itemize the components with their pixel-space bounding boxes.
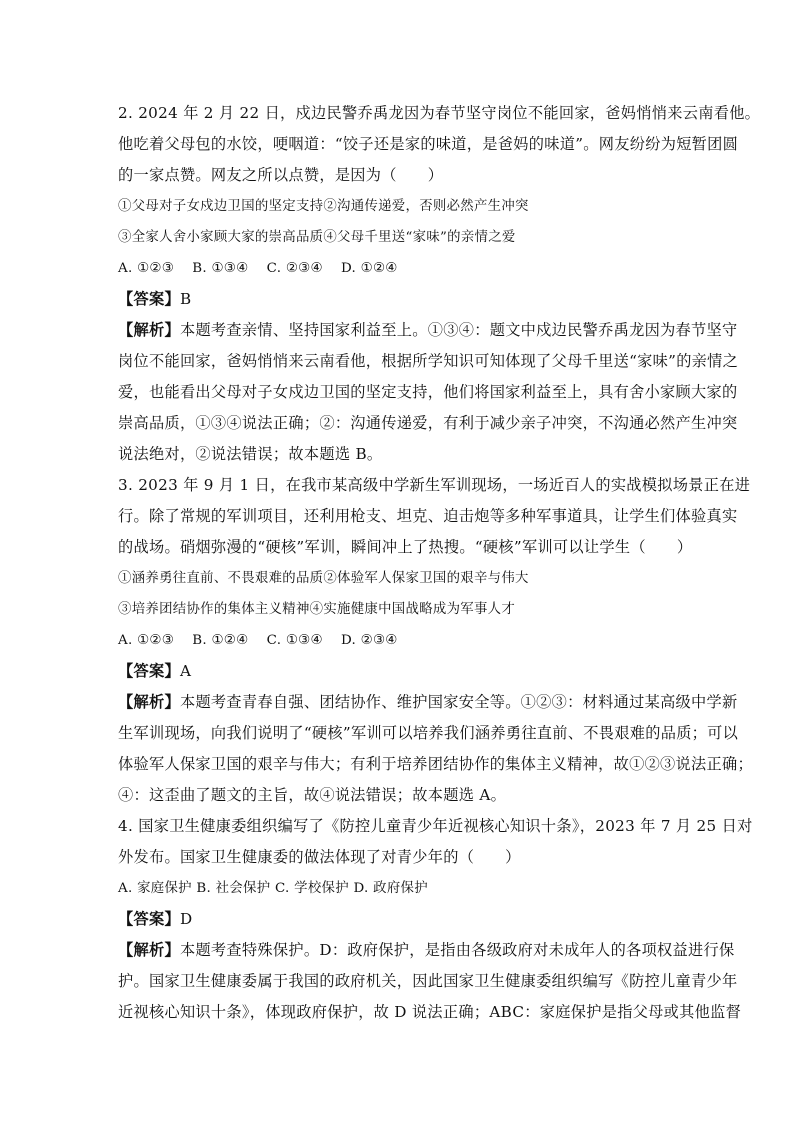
answer-line <box>118 904 688 935</box>
question-4 <box>118 811 753 1028</box>
question-stem-line: 行。除了常规的军训项目，还利用枪支、坦克、迫击炮等多种军事道具，让学生们体验真实 <box>118 507 738 525</box>
analysis-text: 说法绝对，②说法错误；故本题选 B。 <box>118 445 383 463</box>
answer-label: 【答案】 <box>118 290 180 308</box>
analysis-line <box>118 687 738 718</box>
question-stem-line: 的一家点赞。网友之所以点赞，是因为（ ） <box>118 166 444 184</box>
question-2 <box>118 98 761 470</box>
analysis-text: 近视核心知识十条》，体现政府保护，故 D 说法正确；ABC：家庭保护是指父母或其他监督 <box>118 1003 742 1021</box>
question-stem-line: 外发布。国家卫生健康委的做法体现了对青少年的（ ） <box>118 848 521 866</box>
analysis-text: 岗位不能回家，爸妈悄悄来云南看他，根据所学知识可知体现了父母千里送“家味”的亲情之 <box>118 352 739 370</box>
question-stem-line: 4. 国家卫生健康委组织编写了《防控儿童青少年近视核心知识十条》，2023 年 7 月 25 日对 <box>118 817 753 835</box>
question-stem-line: 3. 2023 年 9 月 1 日，在我市某高级中学新生军训现场，一场近百人的实战模拟场景正在进 <box>118 476 751 494</box>
option-statement: ①父母对子女戍边卫国的坚定支持②沟通传递爱，否则必然产生冲突 <box>118 199 529 214</box>
answer-line <box>118 656 688 687</box>
analysis-text: 护。国家卫生健康委属于我国的政府机关，因此国家卫生健康委组织编写《防控儿童青少年 <box>118 972 738 990</box>
answer-line <box>118 284 688 315</box>
option-statement: ①涵养勇往直前、不畏艰难的品质②体验军人保家卫国的艰辛与伟大 <box>118 571 529 586</box>
answer-label: 【答案】 <box>118 910 180 928</box>
answer-choices: A. ①②③ B. ①②④ C. ①③④ D. ②③④ <box>118 633 398 648</box>
answer-label: 【答案】 <box>118 662 180 680</box>
analysis-text: 体验军人保家卫国的艰辛与伟大；有利于培养团结协作的集体主义精神，故①②③说法正确； <box>118 755 753 773</box>
answer-value: D <box>179 910 193 928</box>
answer-choices: A. 家庭保护 B. 社会保护 C. 学校保护 D. 政府保护 <box>118 881 428 896</box>
question-stem-line: 他吃着父母包的水饺，哽咽道：“饺子还是家的味道，是爸妈的味道”。网友纷纷为短暂团圆 <box>118 135 739 153</box>
analysis-label: 【解析】 <box>118 941 180 959</box>
analysis-text: 生军训现场，向我们说明了“硬核”军训可以培养我们涵养勇往直前、不畏艰难的品质；可以 <box>118 724 739 742</box>
analysis-label: 【解析】 <box>118 693 180 711</box>
analysis-text: 本题考查亲情、坚持国家利益至上。①③④：题文中戍边民警乔禹龙因为春节坚守 <box>179 321 738 339</box>
analysis-text: ④：这歪曲了题文的主旨，故④说法错误；故本题选 A。 <box>118 786 507 804</box>
analysis-text: 本题考查青春自强、团结协作、维护国家安全等。①②③：材料通过某高级中学新 <box>179 693 738 711</box>
answer-value: A <box>179 662 192 680</box>
option-statement: ③培养团结协作的集体主义精神④实施健康中国战略成为军事人才 <box>118 602 516 617</box>
analysis-text: 爱，也能看出父母对子女戍边卫国的坚定支持，他们将国家利益至上，具有舍小家顾大家的 <box>118 383 738 401</box>
analysis-text: 本题考查特殊保护。D：政府保护，是指由各级政府对未成年人的各项权益进行保 <box>179 941 735 959</box>
document-page <box>118 98 761 1028</box>
answer-choices: A. ①②③ B. ①③④ C. ②③④ D. ①②④ <box>118 261 398 276</box>
answer-value: B <box>179 290 192 308</box>
analysis-line <box>118 935 735 966</box>
question-3 <box>118 470 753 811</box>
analysis-line <box>118 315 738 346</box>
option-statement: ③全家人舍小家顾大家的崇高品质④父母千里送“家味”的亲情之爱 <box>118 230 516 245</box>
analysis-text: 崇高品质，①③④说法正确；②：沟通传递爱，有利于减少亲子冲突，不沟通必然产生冲突 <box>118 414 738 432</box>
analysis-label: 【解析】 <box>118 321 180 339</box>
question-stem-line: 的战场。硝烟弥漫的“硬核”军训，瞬间冲上了热搜。“硬核”军训可以让学生（ ） <box>118 538 693 556</box>
question-stem-line: 2. 2024 年 2 月 22 日，戍边民警乔禹龙因为春节坚守岗位不能回家，爸妈悄悄来云南看他。 <box>118 104 761 122</box>
